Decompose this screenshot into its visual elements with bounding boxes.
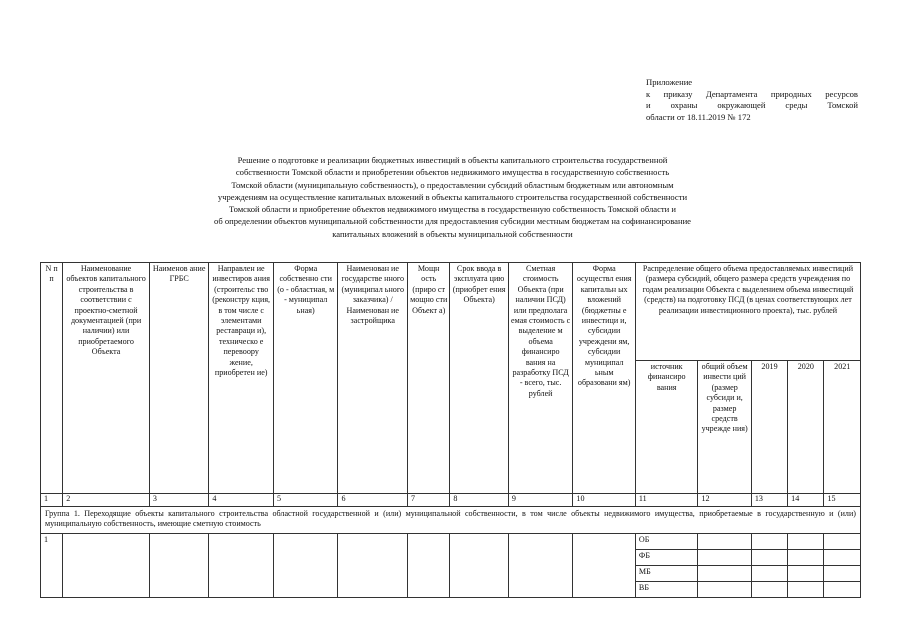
table-header-row	[41, 263, 861, 361]
title-line: капитальных вложений в объекты муниципальной собственности	[332, 228, 573, 239]
column-number: 14	[788, 494, 824, 507]
header-cell: Наименов ание ГРБС	[149, 263, 209, 494]
appendix-line: и охраны окружающей среды Томской	[646, 100, 858, 111]
table-cell	[63, 534, 150, 598]
source-cell: ВБ	[635, 582, 698, 598]
table-cell	[788, 582, 824, 598]
group-row	[41, 507, 861, 534]
header-cell: Распределение общего объема предоставляемых инвестиций (размера субсидий, общего размера средств учреждения по годам реализации Объекта с выделением объема инвестиций (средств) на подготовку ПСД (в ценах соответствующих лет реализации инвестиционного проекта), тыс. рублей	[635, 263, 860, 361]
column-number: 1	[41, 494, 63, 507]
title-line: учреждениям на осуществление капитальных вложений в объекты капитального строительства государственной собственности	[217, 191, 688, 202]
table-cell	[698, 566, 751, 582]
table-cell	[751, 582, 787, 598]
column-number: 2	[63, 494, 150, 507]
table-cell	[273, 534, 338, 598]
table-cell	[338, 534, 408, 598]
column-number: 12	[698, 494, 751, 507]
column-number: 4	[209, 494, 274, 507]
title-line: Решение о подготовке и реализации бюджетных инвестиций в объекты капитального строительства государственной	[237, 155, 668, 165]
title-line: Томской области (муниципальную собственность), о предоставлении субсидий областным бюджетным или автономным	[231, 179, 674, 190]
column-number: 10	[573, 494, 636, 507]
investment-table	[40, 262, 861, 598]
appendix-line: к приказу Департамента природных ресурсов	[646, 88, 858, 99]
title-line: Томской области и приобретение объектов недвижимого имущества в государственную собственность Томской области и	[228, 204, 677, 215]
table-cell	[751, 566, 787, 582]
table-cell	[698, 582, 751, 598]
table-cell	[408, 534, 450, 598]
table-cell	[209, 534, 274, 598]
header-cell: Форма собственно сти (о - областная, м - муниципал ьная)	[273, 263, 338, 494]
table-cell	[751, 534, 787, 550]
group-title: Группа 1. Переходящие объекты капитального строительства областной государственной и (или) муниципальной собственности, в том числе объекты недвижимого имущества, приобретаемые в государственную и (или) муниципальную собственность, имеющие сметную стоимость	[41, 507, 861, 534]
header-cell: Срок ввода в эксплуата цию (приобрет ения Объекта)	[450, 263, 508, 494]
table-cell	[824, 550, 861, 566]
column-number: 3	[149, 494, 209, 507]
document-title	[120, 154, 785, 240]
column-number: 11	[635, 494, 698, 507]
source-cell: ОБ	[635, 534, 698, 550]
source-cell: ФБ	[635, 550, 698, 566]
table-cell	[450, 534, 508, 598]
header-cell: Наименован ие государстве нного (муниципал ьного заказчика) / Наименован ие застройщика	[338, 263, 408, 494]
table-row	[41, 534, 861, 550]
header-cell: Форма осуществл ения капитальн ых вложений (бюджетны е инвестици и, субсидии учреждени ям, субсидии муниципал ьным образовани ям)	[573, 263, 636, 494]
column-number: 13	[751, 494, 787, 507]
title-line: собственности Томской области и приобретении объектов недвижимого имущества в государственную собственность	[235, 167, 670, 178]
appendix-block	[646, 77, 858, 123]
row-number: 1	[41, 534, 63, 598]
table-cell	[788, 566, 824, 582]
header-cell: источник финансиро вания	[635, 361, 698, 494]
table-cell	[149, 534, 209, 598]
column-number: 6	[338, 494, 408, 507]
table-cell	[824, 566, 861, 582]
header-cell: общий объем инвести ций (размер субсиди и, размер средств учрежде ния)	[698, 361, 751, 494]
header-cell: Направлен ие инвестиров ания (строительс тво (реконстру кция, в том числе с элементами реставраци и), техническо е перевоору жение, приобретен ие)	[209, 263, 274, 494]
header-cell: 2020	[788, 361, 824, 494]
appendix-line: области от 18.11.2019 № 172	[646, 111, 751, 122]
column-number: 7	[408, 494, 450, 507]
table-cell	[698, 534, 751, 550]
table-cell	[788, 550, 824, 566]
column-number-row	[41, 494, 861, 507]
header-cell: Наименование объектов капитального строительства в соответствии с проектно-сметной документацией (при наличии) или приобретаемого Объекта	[63, 263, 150, 494]
column-number: 8	[450, 494, 508, 507]
header-cell: Мощн ость (приро ст мощно сти Объект а)	[408, 263, 450, 494]
table-cell	[751, 550, 787, 566]
column-number: 5	[273, 494, 338, 507]
table-cell	[824, 582, 861, 598]
table-cell	[824, 534, 861, 550]
header-cell: 2021	[824, 361, 861, 494]
column-number: 15	[824, 494, 861, 507]
appendix-line: Приложение	[646, 77, 693, 87]
table-cell	[698, 550, 751, 566]
title-line: об определении объектов муниципальной собственности для предоставления субсидии местным бюджетам на софинансирование	[214, 216, 691, 227]
header-cell: N п п	[41, 263, 63, 494]
header-cell: Сметная стоимость Объекта (при наличии ПСД) или предполага емая стоимость с выделение м объема финансиро вания на разработку ПСД - всего, тыс. рублей	[508, 263, 573, 494]
source-cell: МБ	[635, 566, 698, 582]
table-cell	[573, 534, 636, 598]
header-cell: 2019	[751, 361, 787, 494]
table-cell	[508, 534, 573, 598]
column-number: 9	[508, 494, 573, 507]
table-cell	[788, 534, 824, 550]
